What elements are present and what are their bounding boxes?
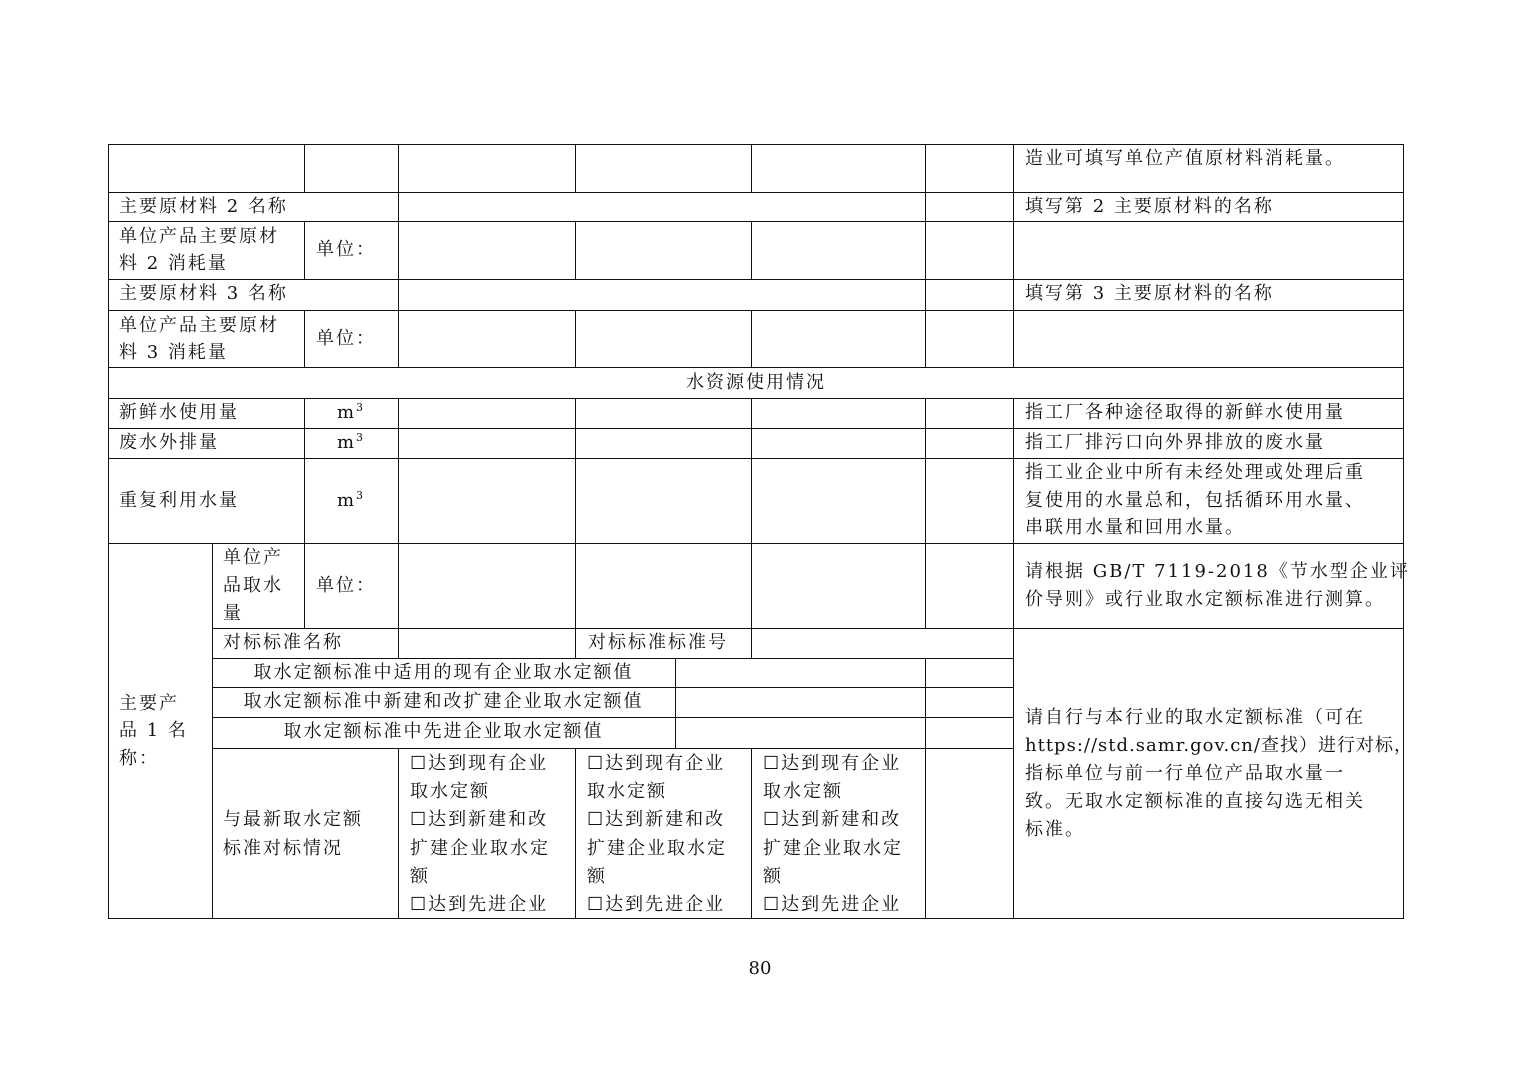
benchmark-name-label: 对标标准名称: [223, 632, 343, 653]
mat2-name-remark: 填写第 2 主要原材料的名称: [1025, 196, 1274, 217]
reuse-water-unit: $m^3$: [336, 489, 366, 511]
compare-label-line1: 与最新取水定额: [223, 809, 363, 830]
remark-row1: 造业可填写单位产值原材料消耗量。: [1025, 148, 1345, 169]
product-label-line3: 称：: [119, 748, 159, 769]
checkbox-new-col3[interactable]: ☐达到新建和改: [763, 809, 902, 830]
benchmark-remark-line4: 致。无取水定额标准的直接勾选无相关: [1025, 791, 1365, 812]
checkbox-existing-col3[interactable]: ☐达到现有企业: [763, 753, 902, 774]
benchmark-remark-line2: https://std.samr.gov.cn/查找）进行对标，: [1025, 735, 1413, 756]
product-label-line2: 品 1 名: [119, 720, 188, 741]
fresh-water-unit: $m^3$: [336, 401, 366, 423]
benchmark-number-label: 对标标准标准号: [588, 632, 728, 653]
benchmark-remark-line5: 标准。: [1025, 819, 1085, 840]
checkbox-new-col2[interactable]: ☐达到新建和改: [587, 809, 726, 830]
quota-new-label: 取水定额标准中新建和改扩建企业取水定额值: [243, 691, 644, 712]
unit-intake-label-line2: 品取水: [223, 575, 283, 596]
mat3-name-label: 主要原材料 3 名称: [119, 283, 288, 304]
quota-existing-label: 取水定额标准中适用的现有企业取水定额值: [253, 662, 634, 683]
checkbox-new-col1[interactable]: ☐达到新建和改: [410, 809, 549, 830]
fresh-water-label: 新鲜水使用量: [119, 402, 239, 423]
mat3-unit-label: 单位：: [316, 328, 376, 349]
reuse-remark-line3: 串联用水量和回用水量。: [1025, 517, 1245, 538]
reuse-remark-line2: 复使用的水量总和，包括循环用水量、: [1025, 490, 1365, 511]
mat3-consumption-label-line2: 料 3 消耗量: [119, 342, 228, 363]
checkbox-advanced-col1[interactable]: ☐达到先进企业: [410, 894, 549, 915]
checkbox-text: 取水定额: [587, 781, 667, 802]
product-label-line1: 主要产: [119, 693, 179, 714]
benchmark-remark-line1: 请自行与本行业的取水定额标准（可在: [1025, 707, 1365, 728]
unit-intake-remark-line1: 请根据 GB/T 7119-2018《节水型企业评: [1025, 561, 1410, 582]
fresh-water-remark: 指工厂各种途径取得的新鲜水使用量: [1025, 402, 1345, 423]
mat2-unit-label: 单位：: [316, 239, 376, 260]
checkbox-text: 取水定额: [410, 781, 490, 802]
checkbox-text: 取水定额: [763, 781, 843, 802]
checkbox-text: 额: [410, 866, 430, 887]
reuse-water-label: 重复利用水量: [119, 490, 239, 511]
wastewater-label: 废水外排量: [119, 432, 219, 453]
checkbox-existing-col2[interactable]: ☐达到现有企业: [587, 753, 726, 774]
section-heading-water-resources: 水资源使用情况: [686, 372, 826, 393]
checkbox-text: 额: [587, 866, 607, 887]
wastewater-unit: $m^3$: [336, 431, 366, 453]
mat3-consumption-label-line1: 单位产品主要原材: [119, 315, 279, 336]
unit-intake-remark-line2: 价导则》或行业取水定额标准进行测算。: [1025, 589, 1385, 610]
checkbox-advanced-col2[interactable]: ☐达到先进企业: [587, 894, 726, 915]
page-number: 80: [748, 958, 772, 979]
checkbox-text: 额: [763, 866, 783, 887]
unit-intake-unit-label: 单位：: [316, 575, 376, 596]
checkbox-text: 扩建企业取水定: [587, 838, 727, 859]
mat2-consumption-label-line2: 料 2 消耗量: [119, 253, 228, 274]
wastewater-remark: 指工厂排污口向外界排放的废水量: [1025, 432, 1325, 453]
checkbox-advanced-col3[interactable]: ☐达到先进企业: [763, 894, 902, 915]
unit-intake-label-line1: 单位产: [223, 547, 283, 568]
checkbox-text: 扩建企业取水定: [763, 838, 903, 859]
checkbox-text: 扩建企业取水定: [410, 838, 550, 859]
mat3-name-remark: 填写第 3 主要原材料的名称: [1025, 283, 1274, 304]
unit-intake-label-line3: 量: [223, 603, 243, 624]
checkbox-existing-col1[interactable]: ☐达到现有企业: [410, 753, 549, 774]
compare-label-line2: 标准对标情况: [223, 838, 343, 859]
benchmark-remark-line3: 指标单位与前一行单位产品取水量一: [1025, 763, 1345, 784]
mat2-name-label: 主要原材料 2 名称: [119, 196, 288, 217]
quota-advanced-label: 取水定额标准中先进企业取水定额值: [283, 721, 604, 742]
mat2-consumption-label-line1: 单位产品主要原材: [119, 226, 279, 247]
reuse-remark-line1: 指工业企业中所有未经处理或处理后重: [1025, 462, 1365, 483]
